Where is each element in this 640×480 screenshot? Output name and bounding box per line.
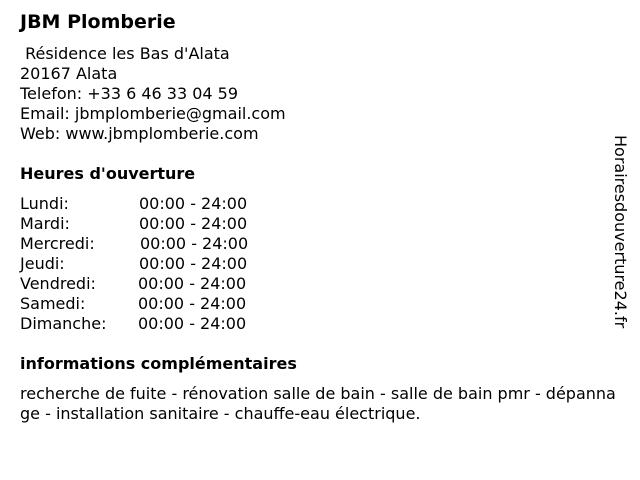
business-contact: [20, 44, 286, 144]
time-range: 00:00 - 24:00: [138, 294, 247, 313]
time-range: 00:00 - 24:00: [140, 234, 249, 253]
hours-row-monday: [20, 194, 280, 214]
day-label: Samedi:: [20, 294, 86, 313]
hours-row-wednesday: [20, 234, 280, 254]
email-text: Email: jbmplomberie@gmail.com: [20, 104, 286, 123]
time-range: 00:00 - 24:00: [138, 314, 247, 333]
hours-row-sunday: [20, 314, 280, 334]
watermark-text: Horairesdouverture24.fr: [611, 135, 630, 329]
business-name: JBM Plomberie: [20, 11, 176, 33]
hours-row-friday: [20, 274, 280, 294]
day-label: Mercredi:: [20, 234, 95, 253]
day-label: Lundi:: [20, 194, 69, 213]
website-text: Web: www.jbmplomberie.com: [20, 124, 259, 143]
day-label: Dimanche:: [20, 314, 107, 333]
phone-text: Telefon: +33 6 46 33 04 59: [20, 84, 239, 103]
opening-hours-heading: Heures d'ouverture: [20, 164, 196, 183]
hours-row-thursday: [20, 254, 280, 274]
opening-hours-list: [20, 194, 280, 334]
address-line-1: Résidence les Bas d'Alata: [20, 44, 230, 63]
hours-row-tuesday: [20, 214, 280, 234]
address-line-2: 20167 Alata: [20, 64, 118, 83]
watermark: [609, 135, 631, 345]
time-range: 00:00 - 24:00: [139, 214, 248, 233]
day-label: Vendredi:: [20, 274, 96, 293]
time-range: 00:00 - 24:00: [138, 274, 247, 293]
hours-row-saturday: [20, 294, 280, 314]
time-range: 00:00 - 24:00: [139, 254, 248, 273]
additional-info-heading: informations complémentaires: [20, 354, 297, 373]
time-range: 00:00 - 24:00: [139, 194, 248, 213]
day-label: Jeudi:: [20, 254, 65, 273]
day-label: Mardi:: [20, 214, 70, 233]
services-description: recherche de fuite - rénovation salle de bain - salle de bain pmr - dépannage - installation sanitaire - chauffe-eau électrique.: [20, 384, 616, 423]
